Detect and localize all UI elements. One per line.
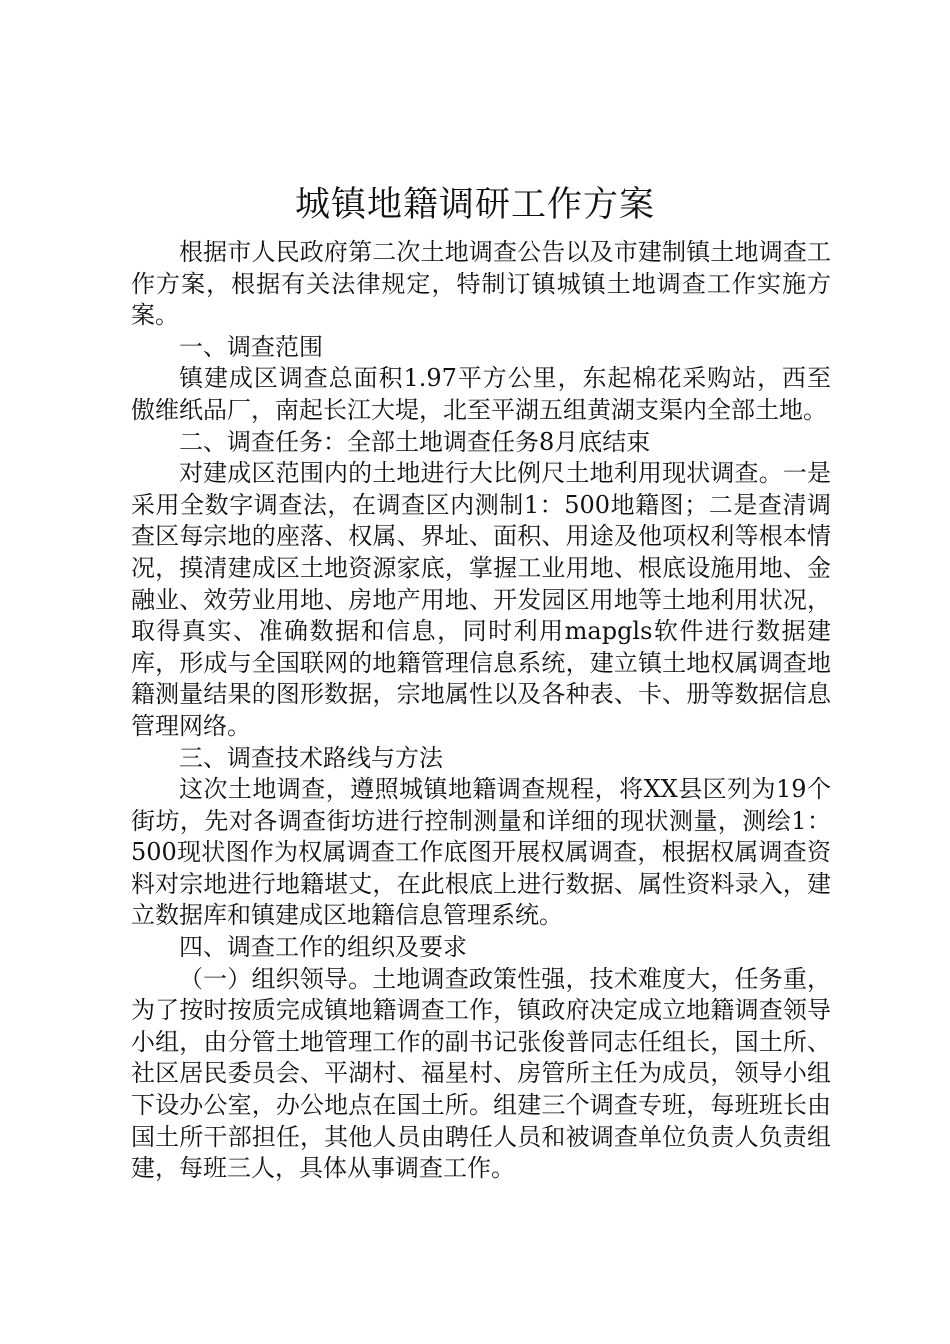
document-title: 城镇地籍调研工作方案: [294, 185, 655, 225]
section-heading-tasks: 二、调查任务：全部土地调查任务8月底结束: [179, 427, 651, 456]
paragraph-methods: 这次土地调查，遵照城镇地籍调查规程，将XX县区列为19个街坊，先对各调查街坊进行控制测量和详细的现状测量，测绘1：500现状图作为权属调查工作底图开展权属调查，根据权属调查资料对宗地进行地籍堪丈，在此根底上进行数据、属性资料录入，建立数据库和镇建成区地籍信息管理系统。: [131, 775, 831, 930]
paragraph-intro: 根据市人民政府第二次土地调查公告以及市建制镇土地调查工作方案，根据有关法律规定，特制订镇城镇土地调查工作实施方案。: [131, 238, 831, 330]
paragraph-tasks: 对建成区范围内的土地进行大比例尺土地利用现状调查。一是采用全数字调查法，在调查区内测制1：500地籍图；二是查清调查区每宗地的座落、权属、界址、面积、用途及他项权利等根本情况，摸清建成区土地资源家底，掌握工业用地、根底设施用地、金融业、效劳业用地、房地产用地、开发园区用地等土地利用状况，取得真实、准确数据和信息，同时利用mapgls软件进行数据建库，形成与全国联网的地籍管理信息系统，建立镇土地权属调查地籍测量结果的图形数据，宗地属性以及各种表、卡、册等数据信息管理网络。: [131, 459, 831, 740]
paragraph-scope: 镇建成区调查总面积1.97平方公里，东起棉花采购站，西至傲维纸品厂，南起长江大堤，北至平湖五组黄湖支渠内全部土地。: [131, 364, 831, 424]
section-heading-organization: 四、调查工作的组织及要求: [179, 933, 467, 962]
document-body: [131, 237, 831, 1185]
section-heading-scope: 一、调查范围: [179, 332, 323, 361]
paragraph-organization: （一）组织领导。土地调查政策性强，技术难度大，任务重，为了按时按质完成镇地籍调查工作，镇政府决定成立地籍调查领导小组，由分管土地管理工作的副书记张俊普同志任组长，国土所、社区居民委员会、平湖村、福星村、房管所主任为成员，领导小组下设办公室，办公地点在国土所。组建三个调查专班，每班班长由国土所干部担任，其他人员由聘任人员和被调查单位负责人负责组建，每班三人，具体从事调查工作。: [131, 964, 831, 1183]
section-heading-methods: 三、调查技术路线与方法: [179, 743, 443, 772]
